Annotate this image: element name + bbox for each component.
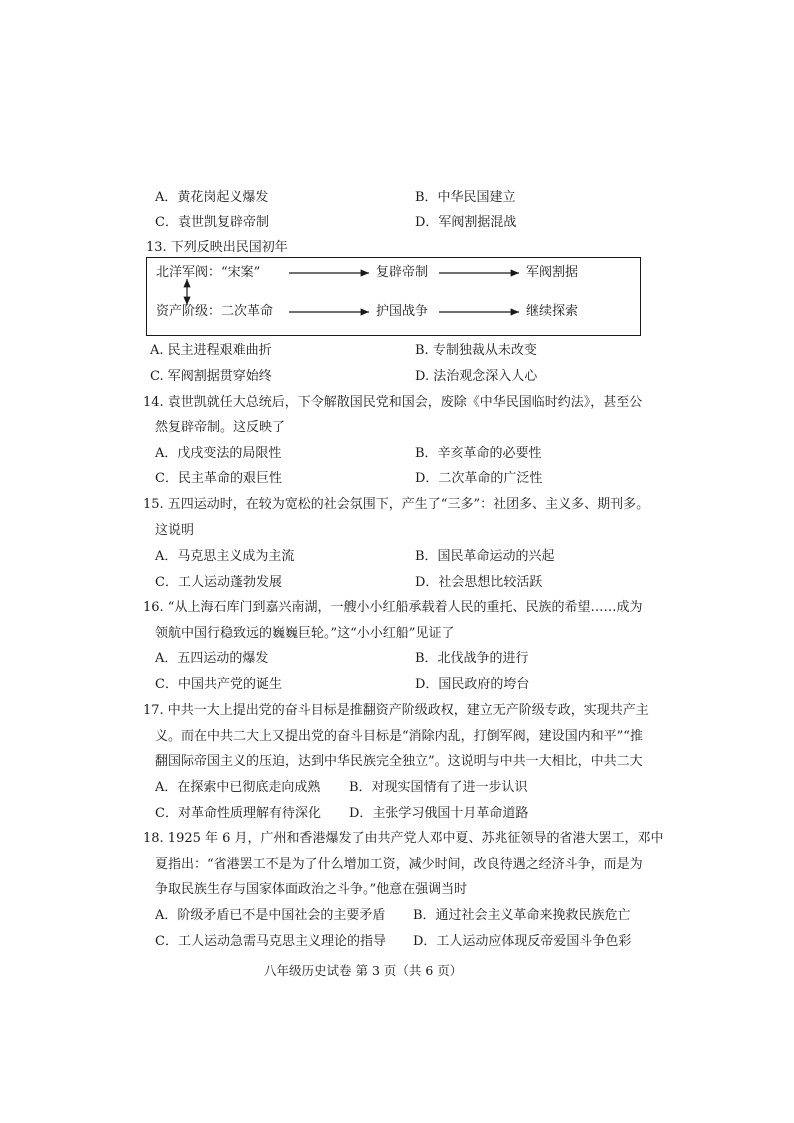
q16-stem-line2: 领航中国行稳致远的巍巍巨轮。”这“小小红船”见证了 [155, 626, 455, 641]
q17-stem-line3: 翻国际帝国主义的压迫，达到中华民族完全独立”。这说明与中共一大相比，中共二大 [155, 754, 643, 769]
q14-option-c: C．民主革命的艰巨性 [155, 471, 282, 486]
q14-stem-line2: 然复辟帝制。这反映了 [155, 420, 286, 435]
q17-option-a: A．在探索中已彻底走向成熟 [155, 780, 321, 795]
q13-option-b: B. 专制独裁从未改变 [415, 343, 537, 358]
q18-option-b: B．通过社会主义革命来挽救民族危亡 [413, 908, 631, 923]
q18-option-c: C．工人运动急需马克思主义理论的指导 [155, 934, 386, 949]
q16-option-d: D．国民政府的垮台 [415, 677, 530, 692]
q14-option-b: B．辛亥革命的必要性 [415, 446, 542, 461]
q17-option-c: C．对革命性质理解有待深化 [155, 806, 321, 821]
row2-head: 资产阶级：二次革命 [156, 304, 274, 319]
q16-option-c: C．中国共产党的诞生 [155, 677, 282, 692]
q12-option-a: A．黄花岗起义爆发 [155, 190, 269, 205]
row1-mid: 复辟帝制 [376, 265, 429, 280]
q13-stem: 13. 下列反映出民国初年 [146, 240, 288, 255]
q18-option-a: A．阶级矛盾已不是中国社会的主要矛盾 [155, 908, 386, 923]
q15-option-d: D．社会思想比较活跃 [415, 575, 543, 590]
row2-end: 继续探索 [526, 304, 579, 319]
q15-option-b: B．国民革命运动的兴起 [415, 549, 555, 564]
q14-stem-line1: 14. 袁世凯就任大总统后，下令解散国民党和国会，废除《中华民国临时约法》，甚至公 [143, 395, 643, 410]
q13-option-d: D. 法治观念深入人心 [415, 369, 538, 384]
q17-stem-line1: 17. 中共一大上提出党的奋斗目标是推翻资产阶级政权，建立无产阶级专政，实现共产主 [143, 703, 649, 718]
q15-option-c: C．工人运动蓬勃发展 [155, 575, 282, 590]
q18-option-d: D．工人运动应体现反帝爱国斗争色彩 [413, 934, 632, 949]
row1-end: 军阀割据 [526, 265, 579, 280]
q13-option-c: C. 军阀割据贯穿始终 [150, 369, 272, 384]
q17-stem-line2: 义。而在中共二大上又提出党的奋斗目标是“消除内乱，打倒军阀，建设国内和平”“推 [155, 729, 643, 744]
q15-stem-line1: 15. 五四运动时，在较为宽松的社会氛围下，产生了“三多”：社团多、主义多、期刊多。 [143, 497, 650, 512]
page-footer: 八年级历史试卷 第 3 页（共 6 页） [264, 963, 463, 978]
q15-option-a: A．马克思主义成为主流 [155, 549, 295, 564]
q17-option-d: D．主张学习俄国十月革命道路 [349, 806, 529, 821]
q14-option-a: A．戊戌变法的局限性 [155, 446, 282, 461]
q12-option-d: D．军阀割据混战 [415, 215, 517, 230]
q12-option-b: B．中华民国建立 [415, 190, 516, 205]
q13-flow-diagram [146, 257, 641, 336]
q17-option-b: B．对现实国情有了进一步认识 [349, 780, 528, 795]
q12-option-c: C．袁世凯复辟帝制 [155, 215, 269, 230]
q18-stem-line2: 夏指出：“省港罢工不是为了什么增加工资，减少时间，改良待遇之经济斗争，而是为 [155, 857, 643, 872]
q16-stem-line1: 16. “从上海石库门到嘉兴南湖，一艘小小红船承载着人民的重托、民族的希望……成为 [143, 600, 643, 615]
row2-mid: 护国战争 [376, 304, 429, 319]
row1-head: 北洋军阀：“宋案” [156, 265, 261, 280]
q15-stem-line2: 这说明 [155, 523, 195, 538]
q18-stem-line1: 18. 1925 年 6 月，广州和香港爆发了由共产党人邓中夏、苏兆征领导的省港大罢工，邓中 [143, 831, 664, 846]
q14-option-d: D．二次革命的广泛性 [415, 471, 543, 486]
q13-option-a: A. 民主进程艰难曲折 [150, 343, 272, 358]
q18-stem-line3: 争取民族生存与国家体面政治之斗争。”他意在强调当时 [155, 882, 468, 897]
q16-option-b: B．北伐战争的进行 [415, 651, 529, 666]
q16-option-a: A．五四运动的爆发 [155, 651, 269, 666]
